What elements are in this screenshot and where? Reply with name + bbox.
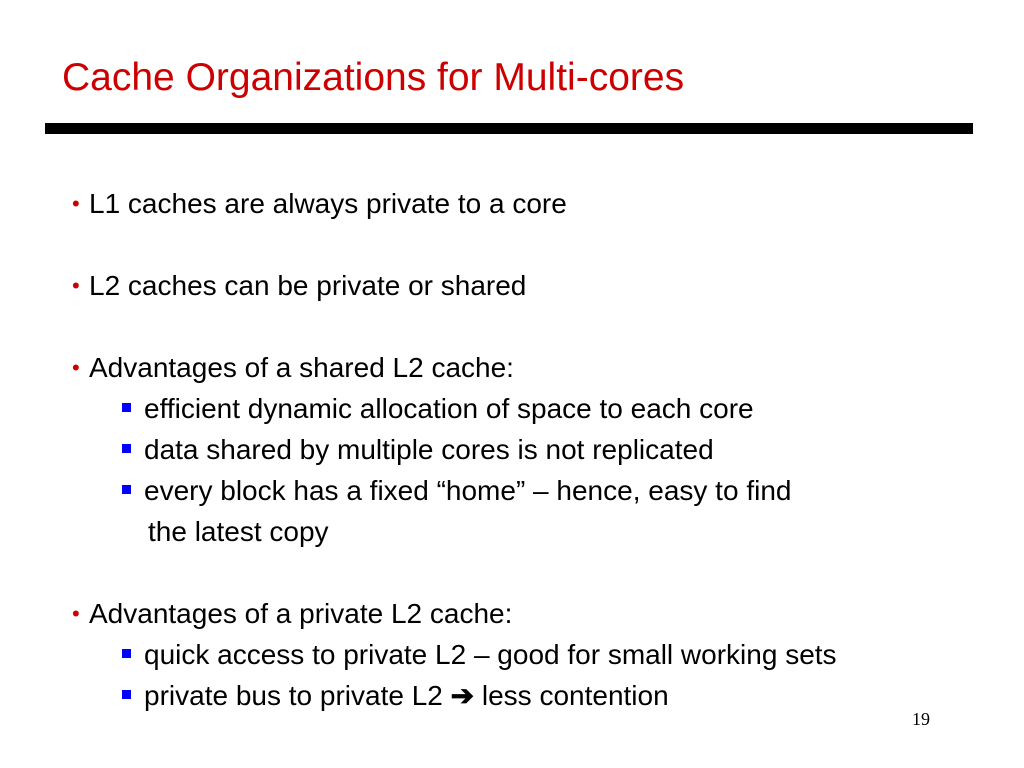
right-arrow-icon: ➔ (450, 680, 475, 711)
square-bullet-icon (122, 690, 131, 699)
bullet-marker: • (72, 601, 80, 626)
sub-bullet-private-bus (72, 675, 1012, 716)
sub-bullet-text: quick access to private L2 – good for small working sets (144, 639, 837, 670)
bullet-shared-l2-advantages (72, 347, 1012, 388)
bullet-spacer (72, 306, 1012, 347)
sub-bullet-text: every block has a fixed “home” – hence, easy to find (144, 475, 792, 506)
bullet-text: Advantages of a shared L2 cache: (89, 352, 514, 383)
bullet-text: L2 caches can be private or shared (89, 270, 527, 301)
square-bullet-icon (122, 649, 131, 658)
square-bullet-icon (122, 444, 131, 453)
sub-bullet-text-after: less contention (481, 680, 669, 711)
bullet-text: Advantages of a private L2 cache: (89, 598, 513, 629)
square-bullet-icon (122, 485, 131, 494)
slide-title: Cache Organizations for Multi-cores (62, 56, 685, 99)
bullet-spacer (72, 552, 1012, 593)
bullet-text: L1 caches are always private to a core (89, 188, 567, 219)
sub-bullet-efficient-allocation (72, 388, 1012, 429)
square-bullet-icon (122, 403, 131, 412)
sub-bullet-text-before: private bus to private L2 (144, 680, 443, 711)
bullet-marker: • (72, 191, 80, 216)
bullet-l1-private (72, 183, 1012, 224)
bullet-marker: • (72, 355, 80, 380)
title-divider (45, 123, 973, 134)
sub-bullet-text: efficient dynamic allocation of space to each core (144, 393, 754, 424)
sub-bullet-fixed-home (72, 470, 1012, 511)
bullet-list (72, 183, 1012, 716)
sub-bullet-continuation: the latest copy (148, 516, 329, 547)
bullet-private-l2-advantages (72, 593, 1012, 634)
bullet-marker: • (72, 273, 80, 298)
bullet-l2-private-or-shared (72, 265, 1012, 306)
page-number: 19 (912, 709, 930, 729)
sub-bullet-quick-access (72, 634, 1012, 675)
sub-bullet-not-replicated (72, 429, 1012, 470)
sub-bullet-text: data shared by multiple cores is not replicated (144, 434, 714, 465)
bullet-spacer (72, 224, 1012, 265)
